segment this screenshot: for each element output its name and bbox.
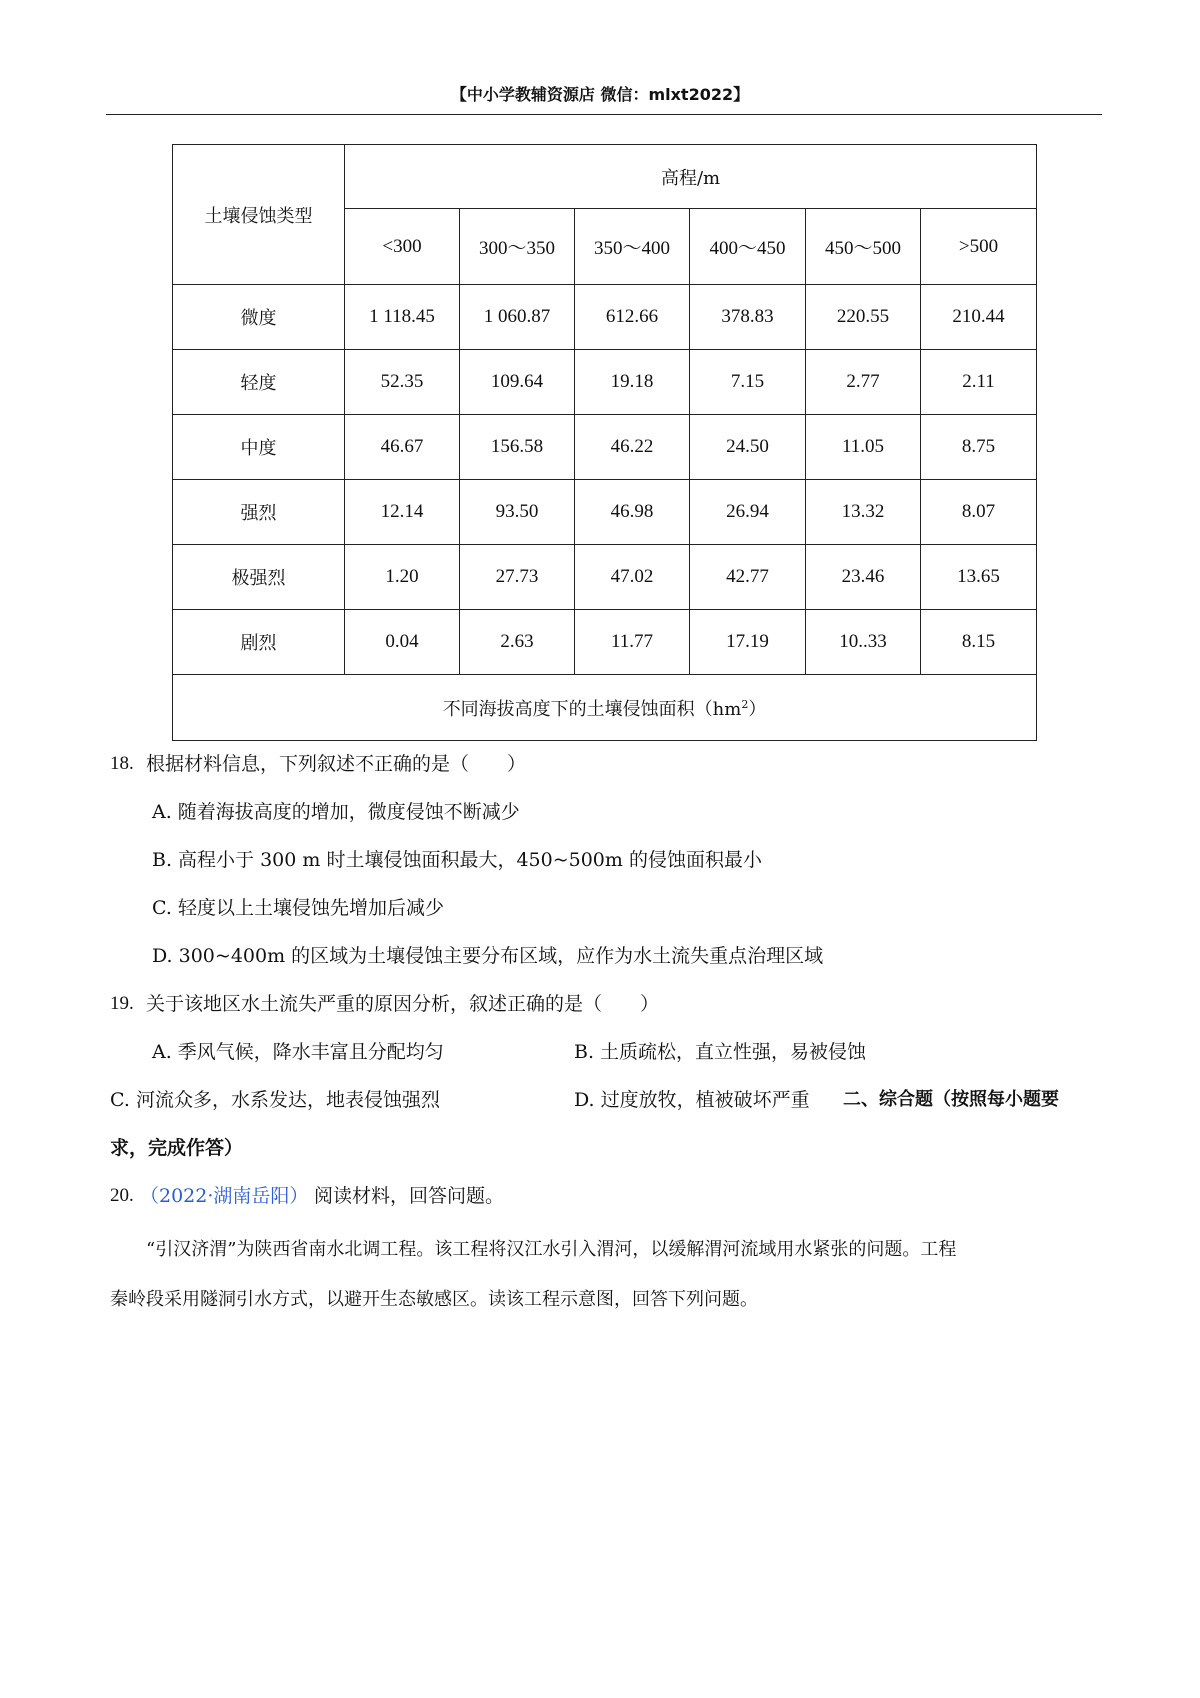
question-source-link[interactable]: （2022·湖南岳阳） bbox=[140, 1185, 309, 1207]
table-caption bbox=[173, 675, 1037, 741]
corner-header: 土壤侵蚀类型 bbox=[173, 145, 345, 285]
elevation-group-header: 高程/m bbox=[345, 145, 1037, 209]
table-cell: 26.94 bbox=[690, 480, 806, 545]
option-text: C. 轻度以上土壤侵蚀先增加后减少 bbox=[152, 897, 444, 919]
table-cell: 46.67 bbox=[345, 415, 460, 480]
row-label: 强烈 bbox=[173, 480, 345, 545]
question-text: 根据材料信息，下列叙述不正确的是（ ） bbox=[146, 753, 527, 775]
table-cell: 2.77 bbox=[806, 350, 921, 415]
table-cell: 27.73 bbox=[460, 545, 575, 610]
question-text: 阅读材料，回答问题。 bbox=[314, 1185, 505, 1207]
table-cell: 109.64 bbox=[460, 350, 575, 415]
table-cell: 378.83 bbox=[690, 285, 806, 350]
table-cell: 1 060.87 bbox=[460, 285, 575, 350]
column-header: >500 bbox=[921, 209, 1037, 285]
table-cell: 47.02 bbox=[575, 545, 690, 610]
table-cell: 2.11 bbox=[921, 350, 1037, 415]
table-cell: 11.05 bbox=[806, 415, 921, 480]
header-divider bbox=[106, 114, 1102, 115]
table-cell: 10..33 bbox=[806, 610, 921, 675]
table-cell: 220.55 bbox=[806, 285, 921, 350]
table-cell: 17.19 bbox=[690, 610, 806, 675]
table-caption-superscript: 2 bbox=[741, 697, 749, 711]
question-number: 19. bbox=[110, 993, 134, 1014]
column-header: 300～350 bbox=[460, 209, 575, 285]
table-cell: 13.65 bbox=[921, 545, 1037, 610]
row-label: 剧烈 bbox=[173, 610, 345, 675]
option-text: B. 土质疏松，直立性强，易被侵蚀 bbox=[574, 1041, 867, 1063]
table-row bbox=[173, 415, 1037, 480]
table-cell: 23.46 bbox=[806, 545, 921, 610]
option-text: D. 过度放牧，植被破坏严重 bbox=[574, 1089, 810, 1111]
section-title: 二、综合题（按照每小题要 bbox=[843, 1089, 1059, 1110]
table-cell: 11.77 bbox=[575, 610, 690, 675]
column-header: 400～450 bbox=[690, 209, 806, 285]
soil-erosion-table bbox=[172, 144, 1037, 741]
page-header: 【中小学教辅资源店 微信：mlxt2022】 bbox=[450, 85, 750, 104]
option-text: D. 300~400m 的区域为土壤侵蚀主要分布区域，应作为水土流失重点治理区域 bbox=[152, 945, 824, 967]
table-row bbox=[173, 545, 1037, 610]
option-text: C. 河流众多，水系发达，地表侵蚀强烈 bbox=[110, 1089, 440, 1111]
paragraph-text: “引汉济渭”为陕西省南水北调工程。该工程将汉江水引入渭河，以缓解渭河流域用水紧张的问题。工程 bbox=[146, 1239, 957, 1260]
table-cell: 8.07 bbox=[921, 480, 1037, 545]
table-cell: 8.75 bbox=[921, 415, 1037, 480]
section-title: 求，完成作答） bbox=[110, 1137, 244, 1159]
table-cell: 0.04 bbox=[345, 610, 460, 675]
table-caption-close: ） bbox=[748, 698, 767, 720]
table-cell: 156.58 bbox=[460, 415, 575, 480]
table-cell: 24.50 bbox=[690, 415, 806, 480]
table-row bbox=[173, 480, 1037, 545]
table-cell: 210.44 bbox=[921, 285, 1037, 350]
column-header: <300 bbox=[345, 209, 460, 285]
column-header: 350～400 bbox=[575, 209, 690, 285]
table-row bbox=[173, 285, 1037, 350]
table-cell: 7.15 bbox=[690, 350, 806, 415]
table-cell: 52.35 bbox=[345, 350, 460, 415]
table-cell: 46.98 bbox=[575, 480, 690, 545]
table-cell: 1.20 bbox=[345, 545, 460, 610]
row-label: 轻度 bbox=[173, 350, 345, 415]
table-row bbox=[173, 350, 1037, 415]
option-text: B. 高程小于 300 m 时土壤侵蚀面积最大，450~500m 的侵蚀面积最小 bbox=[152, 849, 762, 871]
table-cell: 2.63 bbox=[460, 610, 575, 675]
table-cell: 612.66 bbox=[575, 285, 690, 350]
table-cell: 8.15 bbox=[921, 610, 1037, 675]
table-cell: 46.22 bbox=[575, 415, 690, 480]
table-cell: 13.32 bbox=[806, 480, 921, 545]
row-label: 微度 bbox=[173, 285, 345, 350]
column-header: 450～500 bbox=[806, 209, 921, 285]
table-cell: 12.14 bbox=[345, 480, 460, 545]
question-number: 18. bbox=[110, 753, 134, 774]
table-caption-text: 不同海拔高度下的土壤侵蚀面积（hm bbox=[442, 698, 742, 720]
option-text: A. 随着海拔高度的增加，微度侵蚀不断减少 bbox=[152, 801, 520, 823]
table-cell: 93.50 bbox=[460, 480, 575, 545]
table-cell: 19.18 bbox=[575, 350, 690, 415]
question-text: 关于该地区水土流失严重的原因分析，叙述正确的是（ ） bbox=[146, 993, 660, 1015]
question-number: 20. bbox=[110, 1185, 134, 1206]
option-text: A. 季风气候，降水丰富且分配均匀 bbox=[152, 1041, 444, 1063]
paragraph-text: 秦岭段采用隧洞引水方式，以避开生态敏感区。读该工程示意图，回答下列问题。 bbox=[110, 1289, 758, 1310]
row-label: 中度 bbox=[173, 415, 345, 480]
table-row bbox=[173, 610, 1037, 675]
table-cell: 42.77 bbox=[690, 545, 806, 610]
row-label: 极强烈 bbox=[173, 545, 345, 610]
table-cell: 1 118.45 bbox=[345, 285, 460, 350]
